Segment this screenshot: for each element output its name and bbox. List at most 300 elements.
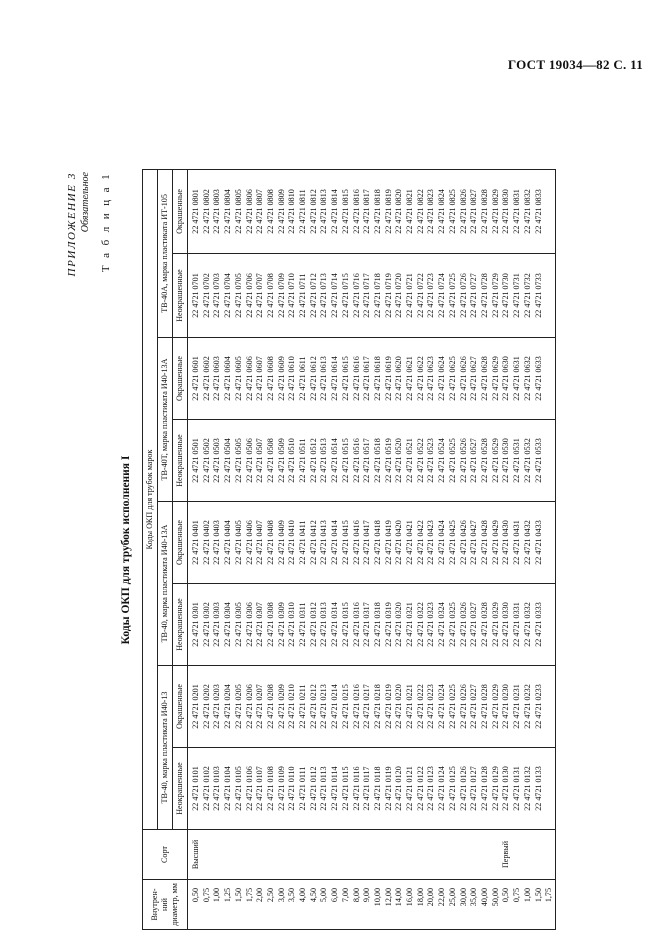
- diameter-cell: 50,00: [491, 880, 502, 930]
- code-cell: 22 4721 0509: [277, 420, 288, 502]
- diameter-cell: 9,00: [362, 880, 373, 930]
- code-cell: 22 4721 0606: [245, 338, 256, 420]
- code-cell: 22 4721 0202: [202, 666, 213, 748]
- sort-cell: [480, 830, 491, 880]
- code-cell: 22 4721 0733: [534, 254, 545, 338]
- code-cell: 22 4721 0225: [448, 666, 459, 748]
- code-cell: 22 4721 0210: [287, 666, 298, 748]
- header-group-3: ТВ-40Т, марка пластиката И40-13А: [158, 338, 173, 502]
- code-cell: 22 4721 0110: [287, 748, 298, 830]
- code-cell: 22 4721 0512: [309, 420, 320, 502]
- diameter-cell: 2,50: [266, 880, 277, 930]
- code-cell: 22 4721 0329: [491, 584, 502, 666]
- code-cell: 22 4721 0201: [188, 666, 202, 748]
- code-cell: [544, 748, 555, 830]
- table-row: [448, 169, 459, 929]
- code-cell: 22 4721 0314: [330, 584, 341, 666]
- code-cell: 22 4721 0326: [459, 584, 470, 666]
- code-cell: 22 4721 0116: [352, 748, 363, 830]
- code-cell: 22 4721 0312: [309, 584, 320, 666]
- code-cell: 22 4721 0716: [352, 254, 363, 338]
- code-cell: 22 4721 0431: [512, 502, 523, 584]
- code-cell: 22 4721 0813: [319, 169, 330, 253]
- code-cell: 22 4721 0832: [523, 169, 534, 253]
- code-cell: 22 4721 0224: [437, 666, 448, 748]
- code-cell: 22 4721 0502: [202, 420, 213, 502]
- table-row: [437, 169, 448, 929]
- code-cell: 22 4721 0610: [287, 338, 298, 420]
- code-cell: 22 4721 0827: [469, 169, 480, 253]
- code-cell: 22 4721 0713: [319, 254, 330, 338]
- code-cell: 22 4721 0721: [405, 254, 416, 338]
- code-cell: 22 4721 0413: [319, 502, 330, 584]
- code-cell: 22 4721 0504: [223, 420, 234, 502]
- code-cell: 22 4721 0101: [188, 748, 202, 830]
- code-cell: 22 4721 0332: [523, 584, 534, 666]
- okp-codes-table: [142, 169, 556, 930]
- header-colored: Окрашенные: [173, 338, 188, 420]
- code-cell: 22 4721 0114: [330, 748, 341, 830]
- code-cell: 22 4721 0820: [394, 169, 405, 253]
- header-group-4: ТВ-40А, марка пластиката ИТ-105: [158, 169, 173, 337]
- code-cell: 22 4721 0313: [319, 584, 330, 666]
- code-cell: 22 4721 0311: [298, 584, 309, 666]
- code-cell: 22 4721 0427: [469, 502, 480, 584]
- code-cell: 22 4721 0432: [523, 502, 534, 584]
- code-cell: 22 4721 0208: [266, 666, 277, 748]
- code-cell: 22 4721 0211: [298, 666, 309, 748]
- code-cell: 22 4721 0107: [255, 748, 266, 830]
- table-row: [330, 169, 341, 929]
- sort-cell: [352, 830, 363, 880]
- code-cell: 22 4721 0616: [352, 338, 363, 420]
- diameter-cell: 35,00: [469, 880, 480, 930]
- code-cell: 22 4721 0408: [266, 502, 277, 584]
- rotated-page-content: [66, 170, 614, 930]
- code-cell: 22 4721 0209: [277, 666, 288, 748]
- code-cell: 22 4721 0824: [437, 169, 448, 253]
- code-cell: 22 4721 0628: [480, 338, 491, 420]
- sort-cell: [437, 830, 448, 880]
- code-cell: 22 4721 0133: [534, 748, 545, 830]
- code-cell: 22 4721 0631: [512, 338, 523, 420]
- code-cell: 22 4721 0303: [212, 584, 223, 666]
- diameter-cell: 3,50: [287, 880, 298, 930]
- table-row: [212, 169, 223, 929]
- diameter-cell: 1,75: [245, 880, 256, 930]
- code-cell: 22 4721 0428: [480, 502, 491, 584]
- code-cell: 22 4721 0111: [298, 748, 309, 830]
- diameter-cell: 4,50: [309, 880, 320, 930]
- code-cell: 22 4721 0611: [298, 338, 309, 420]
- diameter-cell: 10,00: [373, 880, 384, 930]
- code-cell: 22 4721 0125: [448, 748, 459, 830]
- code-cell: 22 4721 0718: [373, 254, 384, 338]
- code-cell: 22 4721 0728: [480, 254, 491, 338]
- code-cell: 22 4721 0703: [212, 254, 223, 338]
- code-cell: 22 4721 0603: [212, 338, 223, 420]
- code-cell: 22 4721 0516: [352, 420, 363, 502]
- code-cell: 22 4721 0122: [416, 748, 427, 830]
- table-row: [544, 169, 555, 929]
- table-row: [352, 169, 363, 929]
- diameter-cell: 1,75: [544, 880, 555, 930]
- sort-cell: [448, 830, 459, 880]
- code-cell: 22 4721 0816: [352, 169, 363, 253]
- code-cell: 22 4721 0104: [223, 748, 234, 830]
- table-row: [202, 169, 213, 929]
- code-cell: 22 4721 0732: [523, 254, 534, 338]
- code-cell: 22 4721 0319: [384, 584, 395, 666]
- table-row: [501, 169, 512, 929]
- sort-cell: [384, 830, 395, 880]
- code-cell: 22 4721 0607: [255, 338, 266, 420]
- code-cell: 22 4721 0530: [501, 420, 512, 502]
- code-cell: 22 4721 0417: [362, 502, 373, 584]
- code-cell: 22 4721 0410: [287, 502, 298, 584]
- code-cell: 22 4721 0515: [341, 420, 352, 502]
- code-cell: 22 4721 0811: [298, 169, 309, 253]
- table-caption: Коды ОКП для трубок исполнения I: [120, 455, 132, 645]
- code-cell: 22 4721 0307: [255, 584, 266, 666]
- code-cell: 22 4721 0619: [384, 338, 395, 420]
- code-cell: 22 4721 0605: [234, 338, 245, 420]
- appendix-label: [66, 172, 92, 276]
- code-cell: 22 4721 0613: [319, 338, 330, 420]
- code-cell: 22 4721 0221: [405, 666, 416, 748]
- code-cell: 22 4721 0706: [245, 254, 256, 338]
- code-cell: 22 4721 0103: [212, 748, 223, 830]
- code-cell: 22 4721 0624: [437, 338, 448, 420]
- code-cell: 22 4721 0513: [319, 420, 330, 502]
- code-cell: [544, 502, 555, 584]
- code-cell: 22 4721 0327: [469, 584, 480, 666]
- code-cell: 22 4721 0204: [223, 666, 234, 748]
- sort-cell: [394, 830, 405, 880]
- diameter-cell: 1,25: [223, 880, 234, 930]
- code-cell: 22 4721 0715: [341, 254, 352, 338]
- code-cell: 22 4721 0223: [426, 666, 437, 748]
- code-cell: 22 4721 0217: [362, 666, 373, 748]
- table-row: [341, 169, 352, 929]
- code-cell: 22 4721 0232: [523, 666, 534, 748]
- sort-cell: [319, 830, 330, 880]
- code-cell: 22 4721 0323: [426, 584, 437, 666]
- code-cell: 22 4721 0425: [448, 502, 459, 584]
- code-cell: 22 4721 0810: [287, 169, 298, 253]
- code-cell: 22 4721 0409: [277, 502, 288, 584]
- table-row: [266, 169, 277, 929]
- code-cell: 22 4721 0522: [416, 420, 427, 502]
- code-cell: 22 4721 0309: [277, 584, 288, 666]
- code-cell: 22 4721 0529: [491, 420, 502, 502]
- code-cell: 22 4721 0632: [523, 338, 534, 420]
- diameter-cell: 12,00: [384, 880, 395, 930]
- code-cell: 22 4721 0604: [223, 338, 234, 420]
- code-cell: 22 4721 0331: [512, 584, 523, 666]
- code-cell: 22 4721 0825: [448, 169, 459, 253]
- code-cell: 22 4721 0614: [330, 338, 341, 420]
- code-cell: 22 4721 0524: [437, 420, 448, 502]
- diameter-cell: 14,00: [394, 880, 405, 930]
- code-cell: 22 4721 0508: [266, 420, 277, 502]
- code-cell: 22 4721 0401: [188, 502, 202, 584]
- code-cell: 22 4721 0506: [245, 420, 256, 502]
- code-cell: [544, 338, 555, 420]
- code-cell: 22 4721 0828: [480, 169, 491, 253]
- code-cell: 22 4721 0520: [394, 420, 405, 502]
- sort-cell: [373, 830, 384, 880]
- code-cell: 22 4721 0215: [341, 666, 352, 748]
- code-cell: 22 4721 0519: [384, 420, 395, 502]
- table-row: [319, 169, 330, 929]
- code-cell: 22 4721 0424: [437, 502, 448, 584]
- code-cell: 22 4721 0814: [330, 169, 341, 253]
- code-cell: 22 4721 0423: [426, 502, 437, 584]
- code-cell: 22 4721 0115: [341, 748, 352, 830]
- code-cell: 22 4721 0205: [234, 666, 245, 748]
- table-row: [362, 169, 373, 929]
- diameter-cell: 40,00: [480, 880, 491, 930]
- table-row: [245, 169, 256, 929]
- code-cell: 22 4721 0831: [512, 169, 523, 253]
- code-cell: [544, 666, 555, 748]
- code-cell: 22 4721 0823: [426, 169, 437, 253]
- code-cell: [544, 420, 555, 502]
- code-cell: 22 4721 0216: [352, 666, 363, 748]
- code-cell: 22 4721 0725: [448, 254, 459, 338]
- code-cell: 22 4721 0609: [277, 338, 288, 420]
- code-cell: 22 4721 0324: [437, 584, 448, 666]
- diameter-cell: 1,00: [212, 880, 223, 930]
- header-uncolored: Неокрашенные: [173, 254, 188, 338]
- sort-cell: [223, 830, 234, 880]
- sort-cell: [234, 830, 245, 880]
- code-cell: 22 4721 0511: [298, 420, 309, 502]
- code-cell: 22 4721 0629: [491, 338, 502, 420]
- code-cell: 22 4721 0411: [298, 502, 309, 584]
- diameter-cell: 7,00: [341, 880, 352, 930]
- code-cell: 22 4721 0627: [469, 338, 480, 420]
- header-uncolored: Неокрашенные: [173, 420, 188, 502]
- table-row: [394, 169, 405, 929]
- code-cell: 22 4721 0305: [234, 584, 245, 666]
- table-row: [384, 169, 395, 929]
- table-row: [405, 169, 416, 929]
- code-cell: 22 4721 0707: [255, 254, 266, 338]
- code-cell: 22 4721 0405: [234, 502, 245, 584]
- code-cell: 22 4721 0105: [234, 748, 245, 830]
- sort-cell: [277, 830, 288, 880]
- code-cell: 22 4721 0618: [373, 338, 384, 420]
- code-cell: 22 4721 0207: [255, 666, 266, 748]
- appendix-title: ПРИЛОЖЕНИЕ 3: [66, 172, 78, 277]
- table-body: [188, 169, 556, 929]
- code-cell: 22 4721 0325: [448, 584, 459, 666]
- code-cell: 22 4721 0803: [212, 169, 223, 253]
- table-row: [459, 169, 470, 929]
- code-cell: 22 4721 0228: [480, 666, 491, 748]
- code-cell: 22 4721 0711: [298, 254, 309, 338]
- code-cell: 22 4721 0308: [266, 584, 277, 666]
- code-cell: 22 4721 0317: [362, 584, 373, 666]
- code-cell: 22 4721 0229: [491, 666, 502, 748]
- code-cell: 22 4721 0518: [373, 420, 384, 502]
- sort-cell: [469, 830, 480, 880]
- code-cell: 22 4721 0708: [266, 254, 277, 338]
- code-cell: 22 4721 0109: [277, 748, 288, 830]
- diameter-cell: 16,00: [405, 880, 416, 930]
- header-codes-group: Коды ОКП для трубок марок: [143, 169, 158, 829]
- code-cell: 22 4721 0726: [459, 254, 470, 338]
- code-cell: 22 4721 0617: [362, 338, 373, 420]
- code-cell: 22 4721 0126: [459, 748, 470, 830]
- header-uncolored: Неокрашенные: [173, 584, 188, 666]
- table-row: [523, 169, 534, 929]
- code-cell: 22 4721 0222: [416, 666, 427, 748]
- table-row: [491, 169, 502, 929]
- code-cell: 22 4721 0212: [309, 666, 320, 748]
- code-cell: 22 4721 0119: [384, 748, 395, 830]
- code-cell: 22 4721 0622: [416, 338, 427, 420]
- code-cell: 22 4721 0426: [459, 502, 470, 584]
- code-cell: 22 4721 0817: [362, 169, 373, 253]
- sort-cell: [534, 830, 545, 880]
- code-cell: 22 4721 0102: [202, 748, 213, 830]
- code-cell: 22 4721 0306: [245, 584, 256, 666]
- code-cell: 22 4721 0819: [384, 169, 395, 253]
- table-row: [223, 169, 234, 929]
- code-cell: 22 4721 0328: [480, 584, 491, 666]
- sort-cell: [255, 830, 266, 880]
- code-cell: 22 4721 0822: [416, 169, 427, 253]
- diameter-cell: 20,00: [426, 880, 437, 930]
- code-cell: 22 4721 0805: [234, 169, 245, 253]
- code-cell: 22 4721 0310: [287, 584, 298, 666]
- header-diameter: Внутрен-ний диаметр, мм: [143, 880, 188, 930]
- code-cell: 22 4721 0214: [330, 666, 341, 748]
- diameter-cell: 1,00: [523, 880, 534, 930]
- code-cell: 22 4721 0321: [405, 584, 416, 666]
- sort-cell: [459, 830, 470, 880]
- diameter-cell: 0,50: [188, 880, 202, 930]
- table-row: [188, 169, 202, 929]
- code-cell: 22 4721 0730: [501, 254, 512, 338]
- sort-cell: [341, 830, 352, 880]
- code-cell: 22 4721 0528: [480, 420, 491, 502]
- code-cell: 22 4721 0514: [330, 420, 341, 502]
- sort-cell: [202, 830, 213, 880]
- code-cell: 22 4721 0807: [255, 169, 266, 253]
- diameter-cell: 30,00: [459, 880, 470, 930]
- code-cell: 22 4721 0731: [512, 254, 523, 338]
- code-cell: 22 4721 0818: [373, 169, 384, 253]
- sort-cell: [362, 830, 373, 880]
- sort-cell: [491, 830, 502, 880]
- code-cell: 22 4721 0612: [309, 338, 320, 420]
- code-cell: 22 4721 0117: [362, 748, 373, 830]
- code-cell: 22 4721 0330: [501, 584, 512, 666]
- code-cell: 22 4721 0433: [534, 502, 545, 584]
- code-cell: 22 4721 0304: [223, 584, 234, 666]
- code-cell: 22 4721 0128: [480, 748, 491, 830]
- code-cell: 22 4721 0419: [384, 502, 395, 584]
- code-cell: 22 4721 0517: [362, 420, 373, 502]
- table-row: [309, 169, 320, 929]
- header-group-1: ТВ-40, марка пластиката И40-13: [158, 666, 173, 830]
- table-row: [234, 169, 245, 929]
- code-cell: 22 4721 0416: [352, 502, 363, 584]
- code-cell: 22 4721 0704: [223, 254, 234, 338]
- diameter-cell: 18,00: [416, 880, 427, 930]
- page-header: ГОСТ 19034—82 С. 11: [507, 57, 643, 72]
- code-cell: 22 4721 0833: [534, 169, 545, 253]
- code-cell: 22 4721 0705: [234, 254, 245, 338]
- code-cell: 22 4721 0806: [245, 169, 256, 253]
- code-cell: 22 4721 0316: [352, 584, 363, 666]
- code-cell: 22 4721 0121: [405, 748, 416, 830]
- code-cell: [544, 584, 555, 666]
- code-cell: 22 4721 0717: [362, 254, 373, 338]
- code-cell: 22 4721 0532: [523, 420, 534, 502]
- code-cell: 22 4721 0301: [188, 584, 202, 666]
- diameter-cell: 5,00: [319, 880, 330, 930]
- code-cell: 22 4721 0302: [202, 584, 213, 666]
- code-cell: 22 4721 0714: [330, 254, 341, 338]
- code-cell: 22 4721 0127: [469, 748, 480, 830]
- code-cell: 22 4721 0815: [341, 169, 352, 253]
- sort-cell: [512, 830, 523, 880]
- code-cell: 22 4721 0620: [394, 338, 405, 420]
- code-cell: 22 4721 0626: [459, 338, 470, 420]
- code-cell: 22 4721 0625: [448, 338, 459, 420]
- code-cell: 22 4721 0108: [266, 748, 277, 830]
- code-cell: 22 4721 0420: [394, 502, 405, 584]
- code-cell: 22 4721 0501: [188, 420, 202, 502]
- sort-cell: [266, 830, 277, 880]
- code-cell: 22 4721 0526: [459, 420, 470, 502]
- diameter-cell: 2,00: [255, 880, 266, 930]
- code-cell: 22 4721 0608: [266, 338, 277, 420]
- code-cell: 22 4721 0521: [405, 420, 416, 502]
- diameter-cell: 6,00: [330, 880, 341, 930]
- code-cell: 22 4721 0615: [341, 338, 352, 420]
- code-cell: 22 4721 0322: [416, 584, 427, 666]
- code-cell: 22 4721 0130: [501, 748, 512, 830]
- code-cell: 22 4721 0826: [459, 169, 470, 253]
- code-cell: 22 4721 0231: [512, 666, 523, 748]
- code-cell: 22 4721 0531: [512, 420, 523, 502]
- sort-cell: Высший: [188, 830, 202, 880]
- sort-cell: [330, 830, 341, 880]
- sort-cell: [416, 830, 427, 880]
- code-cell: 22 4721 0414: [330, 502, 341, 584]
- code-cell: 22 4721 0523: [426, 420, 437, 502]
- code-cell: 22 4721 0830: [501, 169, 512, 253]
- header-uncolored: Неокрашенные: [173, 748, 188, 830]
- code-cell: 22 4721 0106: [245, 748, 256, 830]
- code-cell: 22 4721 0406: [245, 502, 256, 584]
- appendix-status: Обязательное: [80, 172, 91, 233]
- code-cell: 22 4721 0722: [416, 254, 427, 338]
- code-cell: 22 4721 0525: [448, 420, 459, 502]
- code-cell: 22 4721 0333: [534, 584, 545, 666]
- diameter-cell: 0,50: [501, 880, 512, 930]
- code-cell: 22 4721 0712: [309, 254, 320, 338]
- code-cell: 22 4721 0503: [212, 420, 223, 502]
- code-cell: 22 4721 0124: [437, 748, 448, 830]
- code-cell: 22 4721 0802: [202, 169, 213, 253]
